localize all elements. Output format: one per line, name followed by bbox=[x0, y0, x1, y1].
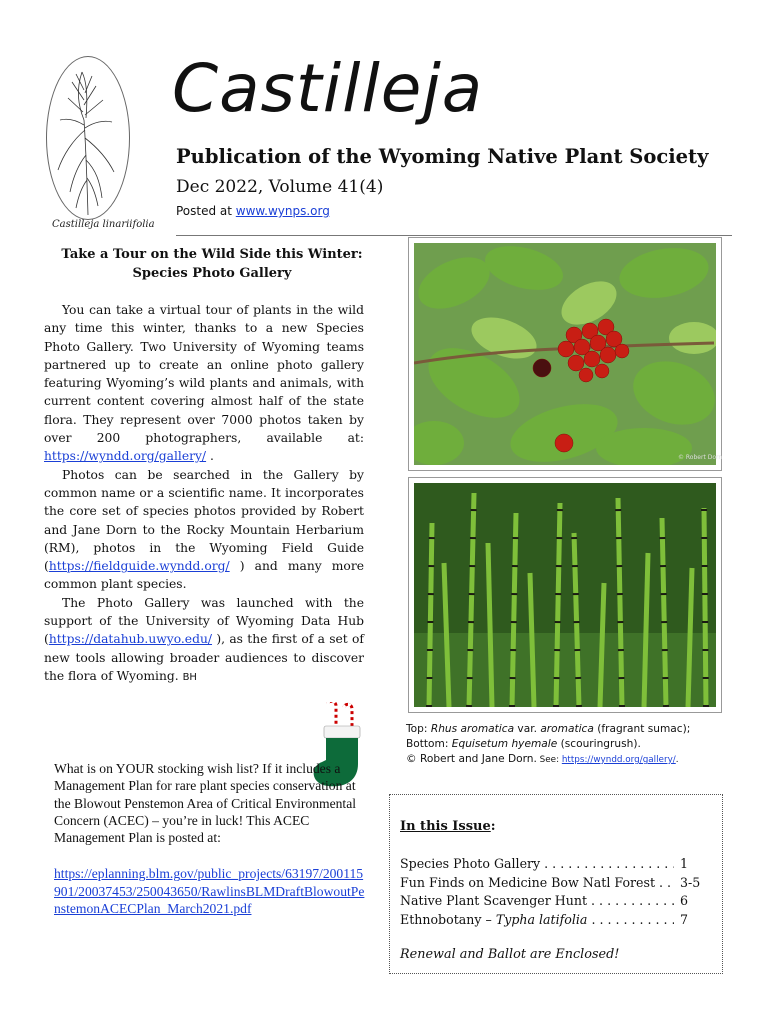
toc-item-title: Species Photo Gallery . . . bbox=[400, 855, 674, 874]
publication-subtitle: Publication of the Wyoming Native Plant Society bbox=[176, 145, 709, 168]
toc-item[interactable] bbox=[400, 892, 712, 911]
paragraph-end: ), as the first of a set of new tools allowing broader audiences to discover the flora of Wyoming. bbox=[44, 632, 364, 683]
toc-item-title: Fun Finds on Medicine Bow Natl Forest . . . bbox=[400, 874, 674, 893]
scouringrush-photo bbox=[408, 477, 722, 713]
caption-species: Rhus aromatica bbox=[430, 723, 515, 735]
caption-top-line bbox=[406, 722, 726, 737]
website-link[interactable]: www.wynps.org bbox=[235, 204, 330, 218]
toc-item-page: 6 bbox=[680, 893, 689, 908]
article-title-line1: Take a Tour on the Wild Side this Winter: bbox=[61, 247, 363, 262]
photo-caption bbox=[406, 722, 726, 768]
caption-gallery-link[interactable]: https://wyndd.org/gallery/ bbox=[561, 755, 676, 765]
article-paragraph-1 bbox=[44, 301, 364, 466]
fieldguide-link[interactable]: https://fieldguide.wyndd.org/ bbox=[48, 559, 230, 574]
toc-item[interactable] bbox=[400, 874, 712, 893]
photo-credit-overlay: © Robert Dorn bbox=[678, 454, 723, 461]
renewal-notice: Renewal and Ballot are Enclosed! bbox=[400, 947, 620, 962]
toc-item-page: 1 bbox=[680, 856, 689, 871]
publication-title: Castilleja bbox=[172, 50, 484, 127]
posted-line bbox=[176, 204, 330, 218]
article-title bbox=[44, 246, 380, 283]
caption-label: Bottom: bbox=[406, 738, 452, 750]
caption-common-name: (fragrant sumac); bbox=[593, 723, 691, 735]
caption-common-name: (scouringrush). bbox=[557, 738, 641, 750]
paragraph-text: You can take a virtual tour of plants in the wild any time this winter, thanks to a new Species Photo Gallery. Two University of Wyoming teams partnered up to create an online photo gallery featuring Wyoming’s wild plants and animals, with current content covering almost half of the state flora. They represent over 7000 photos taken by over 200 photographers, available at: bbox=[44, 303, 364, 446]
caption-end: . bbox=[675, 755, 679, 765]
castilleja-logo-drawing bbox=[48, 60, 126, 218]
caption-bottom-line bbox=[406, 737, 726, 752]
in-this-issue-box bbox=[389, 794, 723, 974]
heading-colon: : bbox=[490, 819, 496, 834]
caption-text: var. bbox=[514, 723, 541, 735]
toc-item[interactable] bbox=[400, 855, 712, 874]
stocking-paragraph: What is on YOUR stocking wish list? If it includes a Management Plan for rare plant species conservation at the Blowout Penstemon Area of Critical Environmental Concern (ACEC) – you’re in luck! This ACEC Management Plan is posted at: bbox=[54, 761, 357, 846]
caption-variety: aromatica bbox=[540, 723, 594, 735]
toc-item-title: Native Plant Scavenger Hunt . . . bbox=[400, 892, 674, 911]
logo-caption: Castilleja linariifolia bbox=[52, 219, 155, 230]
gallery-link[interactable]: https://wyndd.org/gallery/ bbox=[44, 449, 207, 464]
sumac-photo bbox=[408, 237, 722, 471]
issue-date: Dec 2022, Volume 41(4) bbox=[176, 177, 384, 197]
toc-item-page: 3-5 bbox=[680, 874, 701, 890]
paragraph-text: The Photo Gallery was launched with the support of the University of Wyoming Data Hub ( bbox=[44, 595, 364, 647]
scouringrush-photo-image bbox=[414, 483, 716, 707]
header-rule bbox=[176, 235, 732, 236]
datahub-link[interactable]: https://datahub.uwyo.edu/ bbox=[48, 632, 213, 647]
caption-label: Top: bbox=[406, 723, 431, 735]
in-this-issue-heading bbox=[400, 819, 496, 834]
stocking-wishlist-text bbox=[54, 760, 366, 917]
article-paragraph-2 bbox=[44, 466, 364, 594]
sumac-photo-image bbox=[414, 243, 716, 465]
toc-list bbox=[400, 855, 712, 929]
toc-item-title-species: Typha latifolia bbox=[495, 911, 588, 927]
paragraph-text: Photos can be searched in the Gallery by common name or a scientific name. It incorporates the core set of species photos provided by Robert and Jane Dorn to the Rocky Mountain Herbarium (RM), photos in the Wyoming Field Guide ( bbox=[44, 467, 364, 574]
caption-credit: © Robert and Jane Dorn. bbox=[406, 753, 537, 765]
author-initials: BH bbox=[182, 671, 197, 683]
toc-item-page: 7 bbox=[680, 911, 689, 927]
toc-item-title-prefix: Ethnobotany – bbox=[400, 911, 496, 927]
article-title-line2: Species Photo Gallery bbox=[132, 265, 292, 281]
acec-plan-link[interactable]: https://eplanning.blm.gov/public_projects/63197/200115901/20037453/250043650/RawlinsBLMDraftBlowoutPenstemonACECPlan_March2021.pdf bbox=[54, 866, 365, 917]
posted-prefix: Posted at bbox=[176, 204, 236, 218]
caption-see: See: bbox=[536, 755, 562, 765]
paragraph-end: ) and many more common plant species. bbox=[44, 559, 364, 592]
toc-item[interactable] bbox=[400, 911, 712, 930]
article-paragraph-3 bbox=[44, 594, 364, 687]
heading-text: In this Issue bbox=[400, 819, 491, 834]
paragraph-end: . bbox=[206, 449, 214, 464]
caption-species: Equisetum hyemale bbox=[451, 738, 558, 750]
toc-item-title bbox=[400, 911, 674, 930]
article-body bbox=[44, 301, 364, 687]
caption-credit-line bbox=[406, 752, 726, 768]
